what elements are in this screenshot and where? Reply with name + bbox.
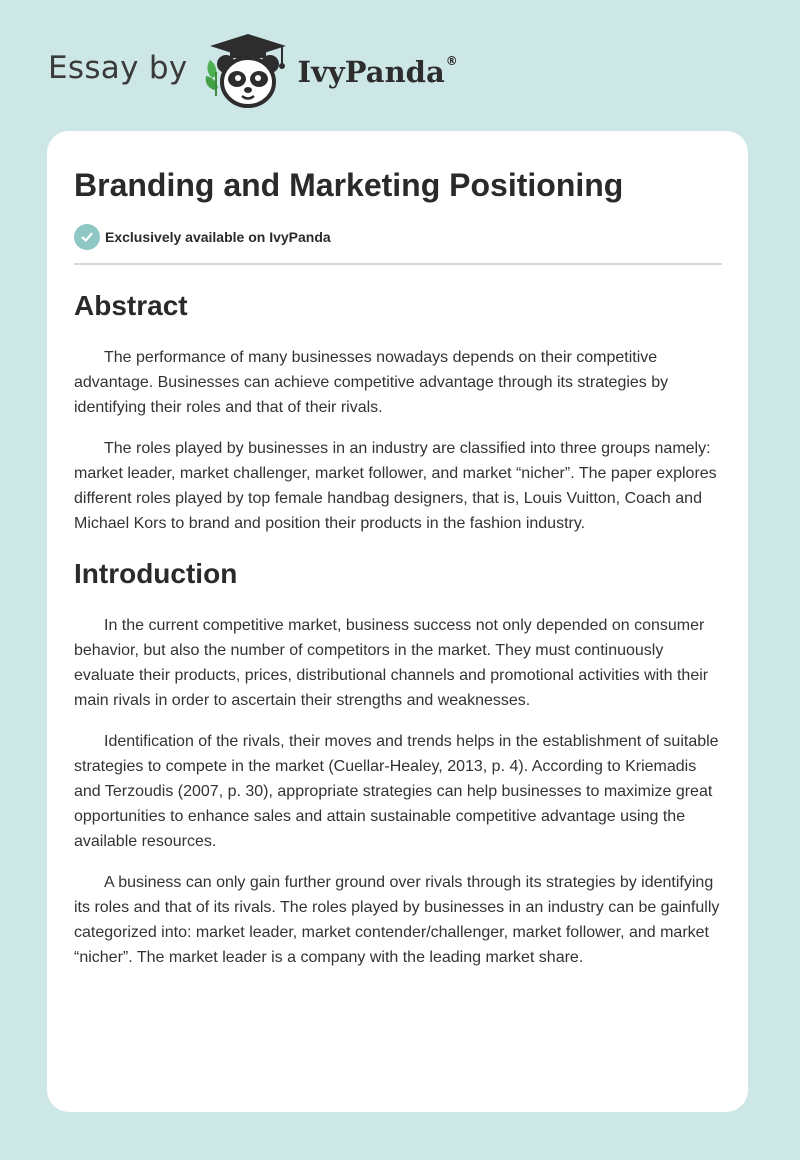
paragraph: In the current competitive market, business success not only depended on consumer behavior, but also the number of competitors in the market. They must continuously evaluate their products, prices, distributional channels and promotional activities with their main rivals in order to ascertain their strengths and weaknesses. xyxy=(74,617,709,709)
panda-graduate-logo-icon[interactable] xyxy=(202,30,294,110)
exclusive-badge xyxy=(74,222,722,252)
essay-card xyxy=(47,131,748,1112)
paragraph: The roles played by businesses in an industry are classified into three groups namely: market leader, market challenger, market follower, and market “nicher”. The paper explores different roles played by top female handbag designers, that is, Louis Vuitton, Coach and Michael Kors to brand and position their products in the fashion industry. xyxy=(74,440,717,532)
check-icon xyxy=(74,224,100,250)
paragraph: Identification of the rivals, their moves and trends helps in the establishment of suitable strategies to compete in the market (Cuellar-Healey, 2013, p. 4). According to Kriemadis and Terzoudis (2007, p. 30), appropriate strategies can help businesses to maximize great opportunities to enhance sales and attain sustainable competitive advantage using the available resources. xyxy=(74,733,719,850)
essay-title: Branding and Marketing Positioning xyxy=(74,167,624,203)
registered-mark: ® xyxy=(445,54,458,69)
site-header xyxy=(48,30,458,110)
paragraph: A business can only gain further ground over rivals through its strategies by identifying its roles and that of its rivals. The roles played by businesses in an industry can be gainfully categorized into: market leader, market contender/challenger, market follower, and market “nicher”. The market leader is a company with the leading market share. xyxy=(74,874,720,966)
title-divider xyxy=(74,263,722,265)
essay-by-label: Essay by xyxy=(48,50,188,86)
section-heading-introduction: Introduction xyxy=(74,558,238,589)
section-heading-abstract: Abstract xyxy=(74,290,188,321)
exclusive-badge-label: Exclusively available on IvyPanda xyxy=(105,229,331,245)
ivypanda-wordmark[interactable] xyxy=(298,55,458,89)
paragraph: The performance of many businesses nowadays depends on their competitive advantage. Businesses can achieve competitive advantage through its strategies by identifying their roles and that of their rivals. xyxy=(74,349,669,416)
brand-name-text: IvyPanda xyxy=(297,55,445,89)
